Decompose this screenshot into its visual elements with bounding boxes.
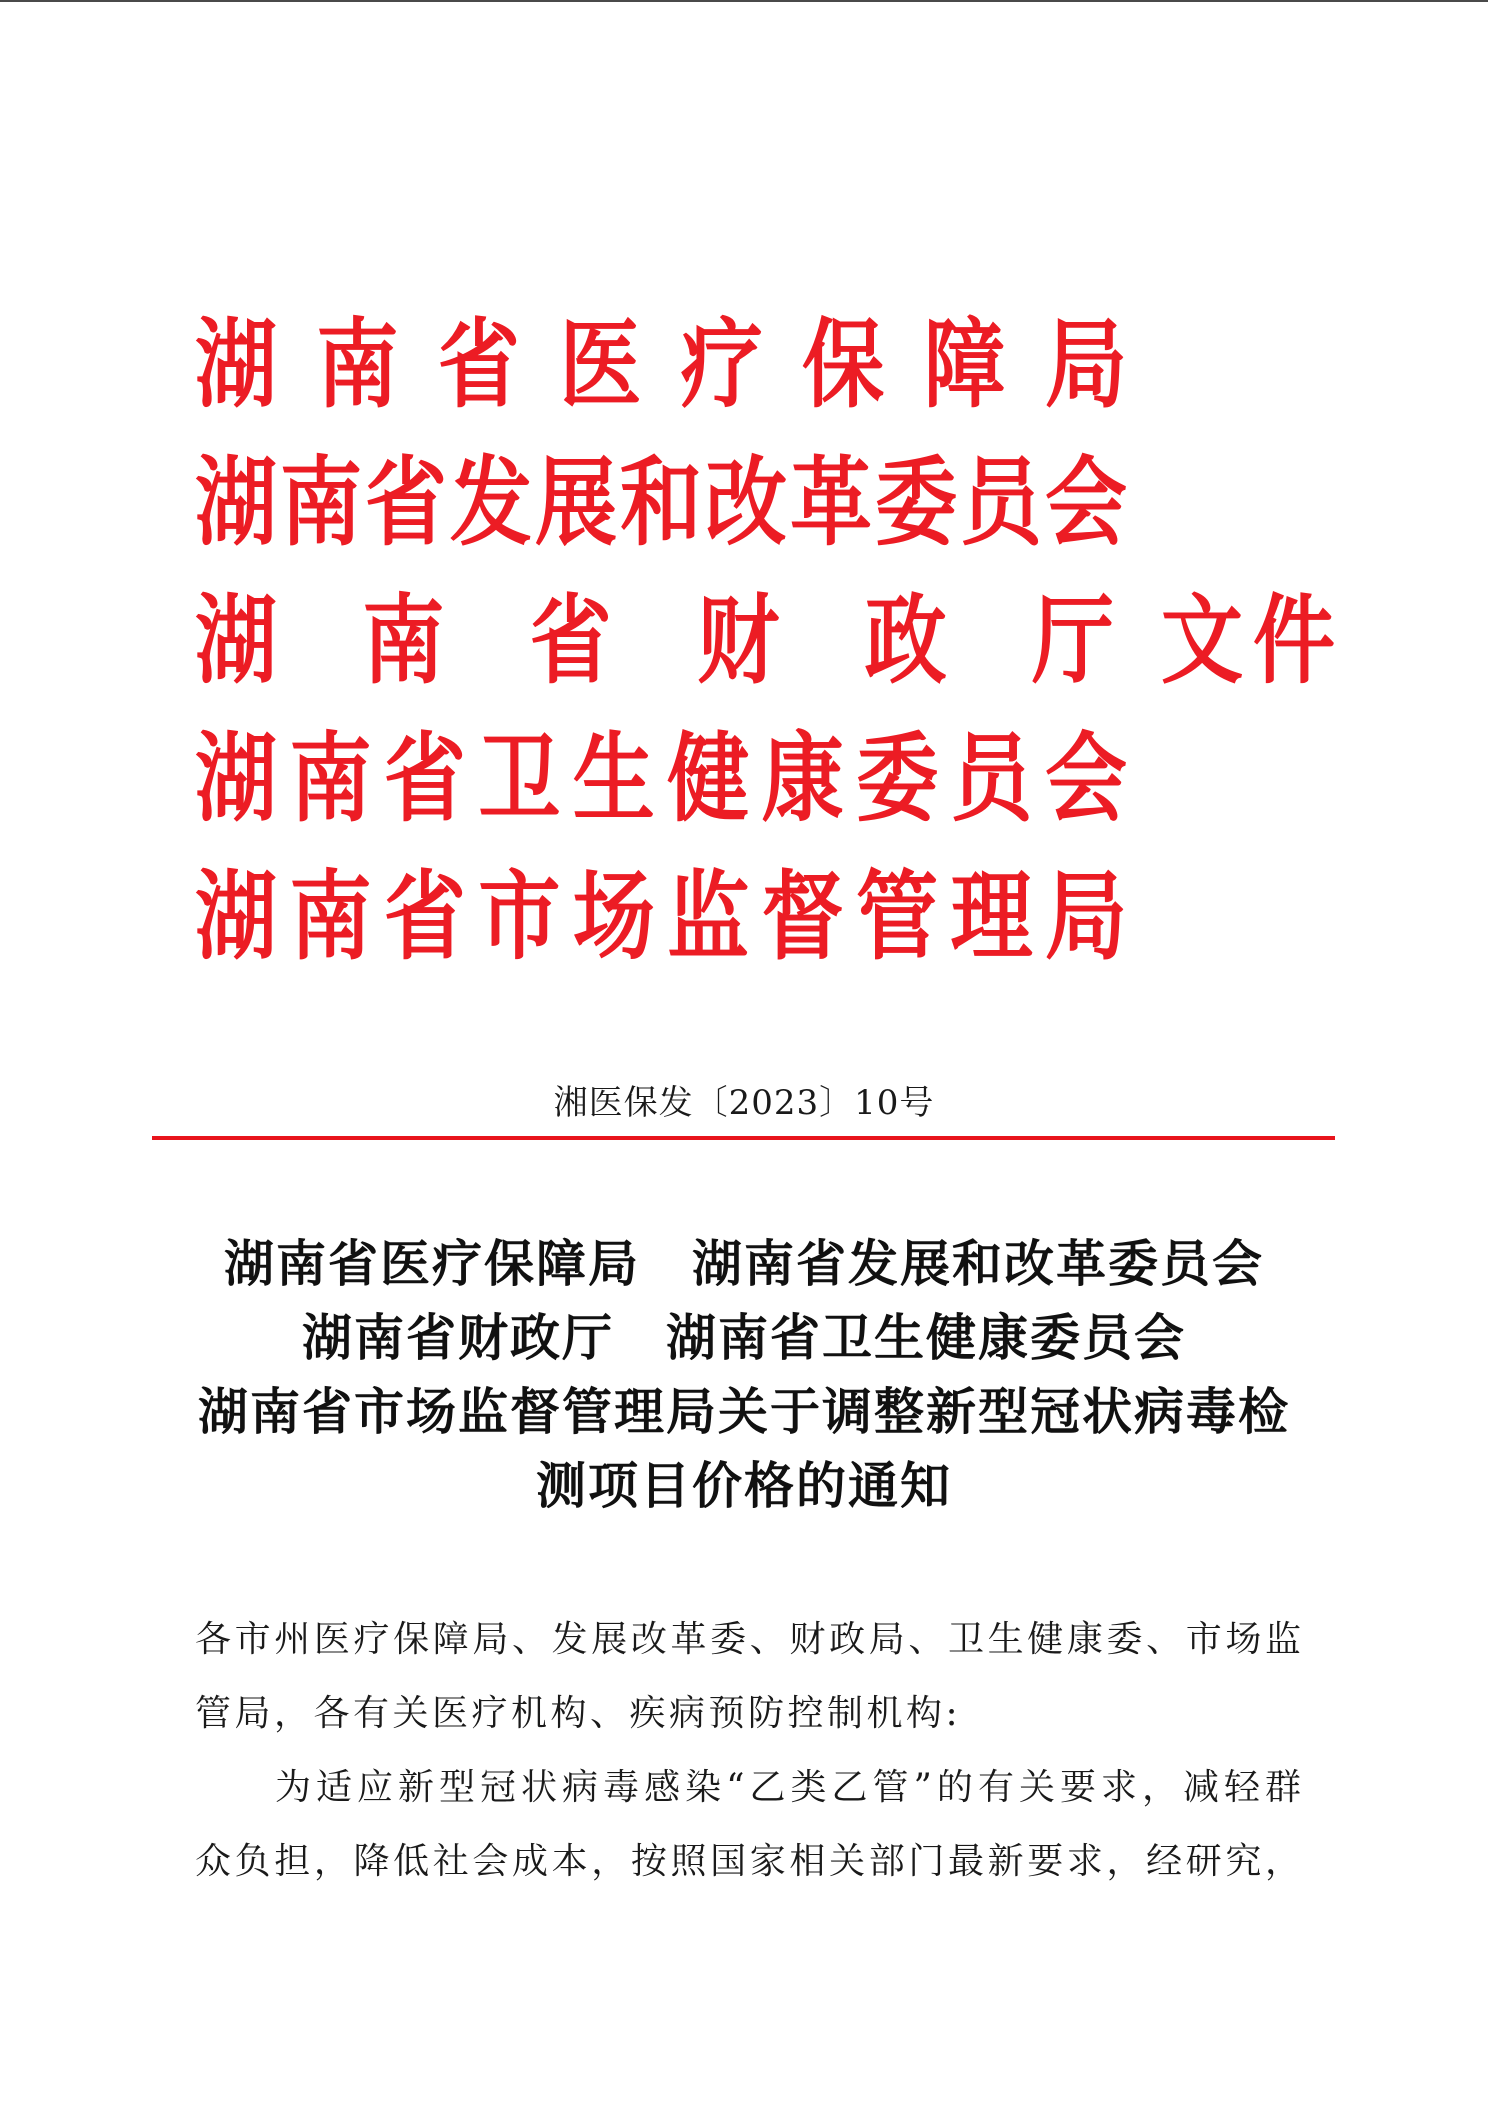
document-suffix: 文件 bbox=[1161, 584, 1335, 698]
agency-row-4 bbox=[195, 710, 1335, 848]
salutation-line: 管局，各有关医疗机构、疾病预防控制机构: bbox=[195, 1693, 962, 1734]
agency-row-5 bbox=[195, 848, 1335, 986]
red-separator-rule bbox=[152, 1136, 1335, 1140]
document-title bbox=[0, 1227, 1488, 1523]
title-line: 湖南省医疗保障局 湖南省发展和改革委员会 bbox=[224, 1234, 1264, 1293]
paragraph-line: 为适应新型冠状病毒感染“乙类乙管”的有关要求，减轻群 bbox=[275, 1767, 1301, 1808]
salutation-line: 各市州医疗保障局、发展改革委、财政局、卫生健康委、市场监 bbox=[195, 1619, 1301, 1660]
agency-row-3 bbox=[195, 572, 1335, 710]
agency-row-2 bbox=[195, 434, 1335, 572]
agency-name: 湖南省发展和改革委员会 bbox=[195, 446, 1127, 560]
agency-row-1 bbox=[195, 296, 1335, 434]
red-agency-header bbox=[195, 296, 1335, 986]
page-top-edge bbox=[0, 0, 1488, 2]
document-body bbox=[195, 1603, 1305, 1899]
agency-name: 湖南省卫生健康委员会 bbox=[195, 722, 1127, 836]
title-line: 测项目价格的通知 bbox=[536, 1456, 952, 1515]
agency-name: 湖南省医疗保障局 bbox=[195, 308, 1127, 422]
paragraph-line: 众负担，降低社会成本，按照国家相关部门最新要求，经研究， bbox=[195, 1841, 1301, 1882]
agency-name: 湖南省市场监督管理局 bbox=[195, 860, 1127, 974]
document-number: 湘医保发〔2023〕10号 bbox=[553, 1083, 935, 1123]
title-line: 湖南省市场监督管理局关于调整新型冠状病毒检 bbox=[198, 1382, 1290, 1441]
title-line: 湖南省财政厅 湖南省卫生健康委员会 bbox=[302, 1308, 1186, 1367]
agency-name: 湖南省财政厅 bbox=[195, 584, 1114, 698]
